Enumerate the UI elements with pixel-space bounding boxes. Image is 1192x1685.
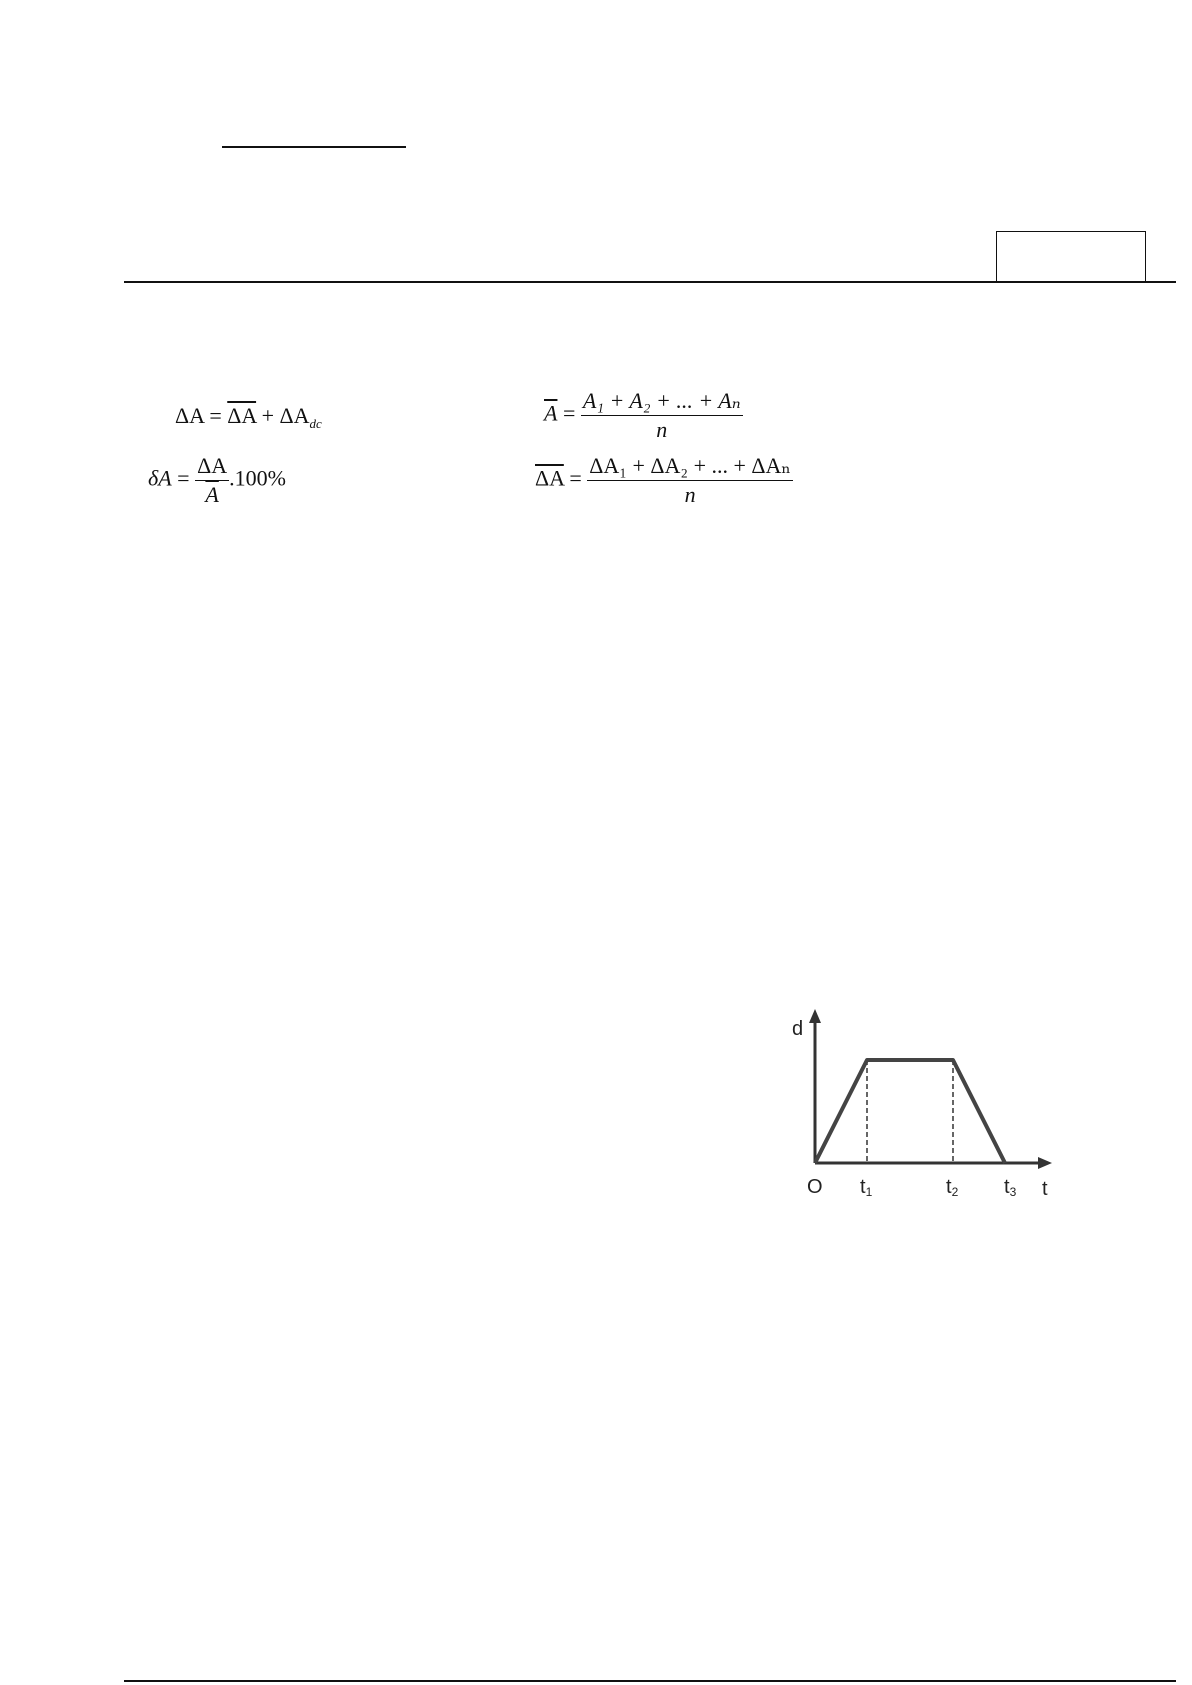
formula-mean-absolute-error	[535, 455, 793, 506]
fraction-numerator: A₁ + A₂ + ... + Aₙ	[582, 388, 741, 413]
formula-plus: +	[261, 403, 274, 428]
formula-equals: =	[562, 400, 576, 426]
formula-fraction	[195, 455, 229, 506]
x-axis-label: t	[1042, 1178, 1048, 1200]
formula-equals: =	[177, 465, 190, 491]
formula-percent: .100%	[229, 465, 286, 491]
formula-lhs: $\overline{\Delta A}$	[535, 465, 564, 491]
score-box	[996, 231, 1146, 283]
displacement-trace	[815, 1060, 1005, 1163]
fraction-denominator: n	[656, 417, 668, 442]
formula-mean-delta-a: $\overline{\Delta A}$	[227, 403, 257, 428]
y-axis-arrow-icon	[809, 1009, 821, 1023]
formula-absolute-error	[175, 405, 322, 430]
fraction-numerator: ΔA₁ + ΔA₂ + ... + ΔAₙ	[589, 453, 791, 478]
fraction-bar	[581, 415, 743, 416]
fraction-numerator: ΔA	[197, 453, 228, 478]
y-axis-label: d	[792, 1018, 804, 1040]
fraction-bar	[587, 480, 793, 481]
formula-lhs: ΔA	[175, 403, 204, 428]
formula-equals: =	[569, 465, 582, 491]
fraction-bar	[195, 480, 229, 481]
formula-lhs: $\overline{A}$	[544, 400, 558, 426]
top-short-underline	[222, 146, 406, 148]
tick-label-t1: t1	[860, 1176, 873, 1199]
formula-delta-a-dc: ΔA	[279, 403, 310, 428]
formula-relative-error	[148, 455, 286, 506]
formula-lhs: δA	[148, 465, 172, 491]
tick-label-t2: t2	[946, 1176, 959, 1199]
origin-label: O	[807, 1176, 823, 1198]
footer-rule	[124, 1680, 1176, 1682]
formula-mean-value	[544, 390, 743, 441]
formula-fraction	[581, 390, 743, 441]
fraction-denominator: A	[205, 482, 219, 507]
header-rule	[124, 281, 1176, 283]
formula-dc-subscript: dc	[309, 416, 322, 431]
fraction-denominator: n	[684, 482, 696, 507]
formula-fraction	[587, 455, 793, 506]
tick-label-t3: t3	[1004, 1176, 1017, 1199]
x-axis-arrow-icon	[1038, 1157, 1052, 1169]
displacement-time-graph	[790, 1005, 1060, 1205]
formula-equals: =	[209, 403, 222, 428]
